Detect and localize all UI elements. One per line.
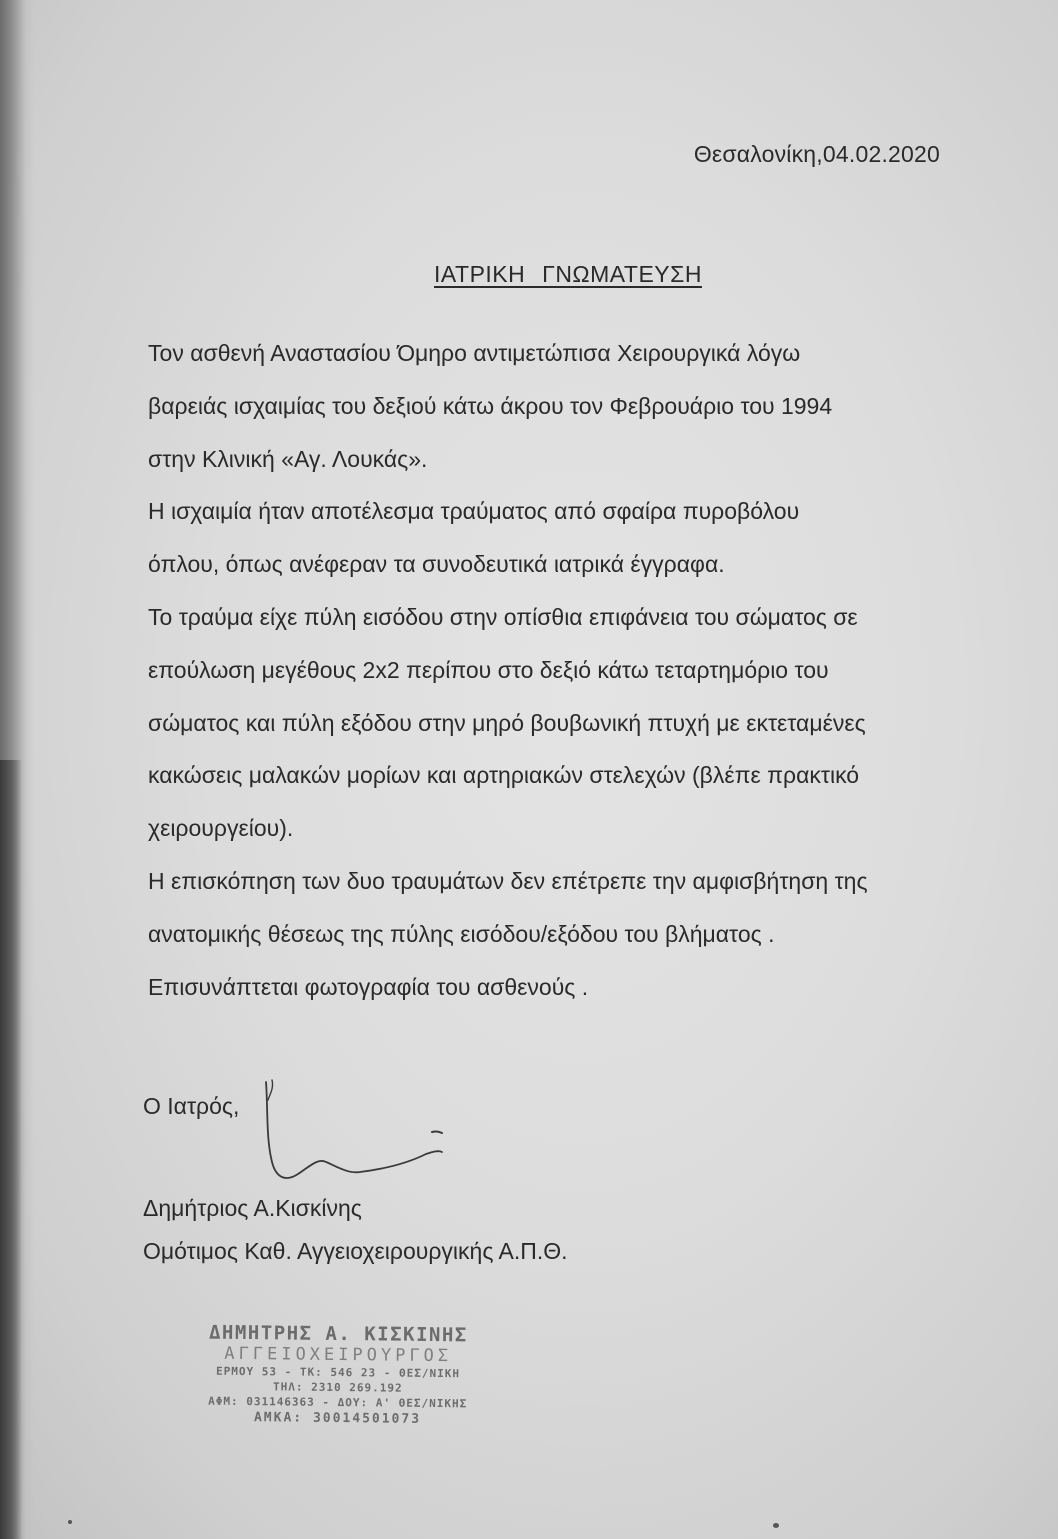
body-line: σώματος και πύλη εξόδου στην μηρό βουβωνική πτυχή με εκτεταμένες <box>148 709 866 736</box>
stamp-line: ΑΦΜ: 031146363 - ΔΟΥ: Α' ΘΕΣ/ΝΙΚΗΣ <box>208 1394 468 1411</box>
body-line: όπλου, όπως ανέφεραν τα συνοδευτικά ιατρικά έγγραφα. <box>148 551 725 578</box>
document-title: ΙΑΤΡΙΚΗ ΓΝΩΜΑΤΕΥΣΗ <box>434 261 702 287</box>
doctor-title: Ομότιμος Καθ. Αγγειοχειρουργικής Α.Π.Θ. <box>143 1238 568 1264</box>
body-line: στην Κλινική «Αγ. Λουκάς». <box>148 445 428 472</box>
body-line: Η ισχαιμία ήταν αποτέλεσμα τραύματος από σφαίρα πυροβόλου <box>148 498 800 525</box>
body-text <box>148 327 1008 1013</box>
handwritten-signature <box>252 1078 452 1188</box>
date-line: Θεσαλονίκη,04.02.2020 <box>693 141 940 167</box>
stamp-line: ΑΓΓΕΙΟΧΕΙΡΟΥΡΓΟΣ <box>224 1343 453 1367</box>
body-line: Επισυνάπτεται φωτογραφία του ασθενούς . <box>148 973 589 1000</box>
stamp-line: ΑΜΚΑ: 30014501073 <box>253 1410 422 1427</box>
body-line: Τον ασθενή Αναστασίου Όμηρο αντιμετώπισα Χειρουργικά λόγω <box>148 340 801 366</box>
paper-speck <box>68 1520 72 1524</box>
body-line: Η επισκόπηση των δυο τραυμάτων δεν επέτρεπε την αμφισβήτηση της <box>148 867 868 894</box>
stamp-line: ΕΡΜΟΥ 53 - ΤΚ: 546 23 - ΘΕΣ/ΝΙΚΗ <box>215 1364 461 1381</box>
body-line: επούλωση μεγέθους 2x2 περίπου στο δεξιό κάτω τεταρτημόριο του <box>148 656 829 683</box>
paper-speck <box>773 1523 779 1528</box>
stamp-line: ΤΗΛ: 2310 269.192 <box>273 1380 403 1395</box>
body-line: ανατομικής θέσεως της πύλης εισόδου/εξόδου του βλήματος . <box>148 920 775 947</box>
signature-label: Ο Ιατρός, <box>143 1093 240 1119</box>
body-line: χειρουργείου). <box>148 815 294 842</box>
body-line: βαρειάς ισχαιμίας του δεξιού κάτω άκρου τον Φεβρουάριο του 1994 <box>148 392 833 419</box>
doctor-name: Δημήτριος Α.Κισκίνης <box>143 1195 362 1221</box>
doctor-stamp <box>192 1321 483 1428</box>
body-line: Το τραύμα είχε πύλη εισόδου στην οπίσθια επιφάνεια του σώματος σε <box>148 603 858 630</box>
page-edge-shadow-dark <box>0 760 22 1539</box>
body-line: κακώσεις μαλακών μορίων και αρτηριακών στελεχών (βλέπε πρακτικό <box>148 762 860 789</box>
stamp-line: ΔΗΜΗΤΡΗΣ Α. ΚΙΣΚΙΝΗΣ <box>208 1321 468 1347</box>
